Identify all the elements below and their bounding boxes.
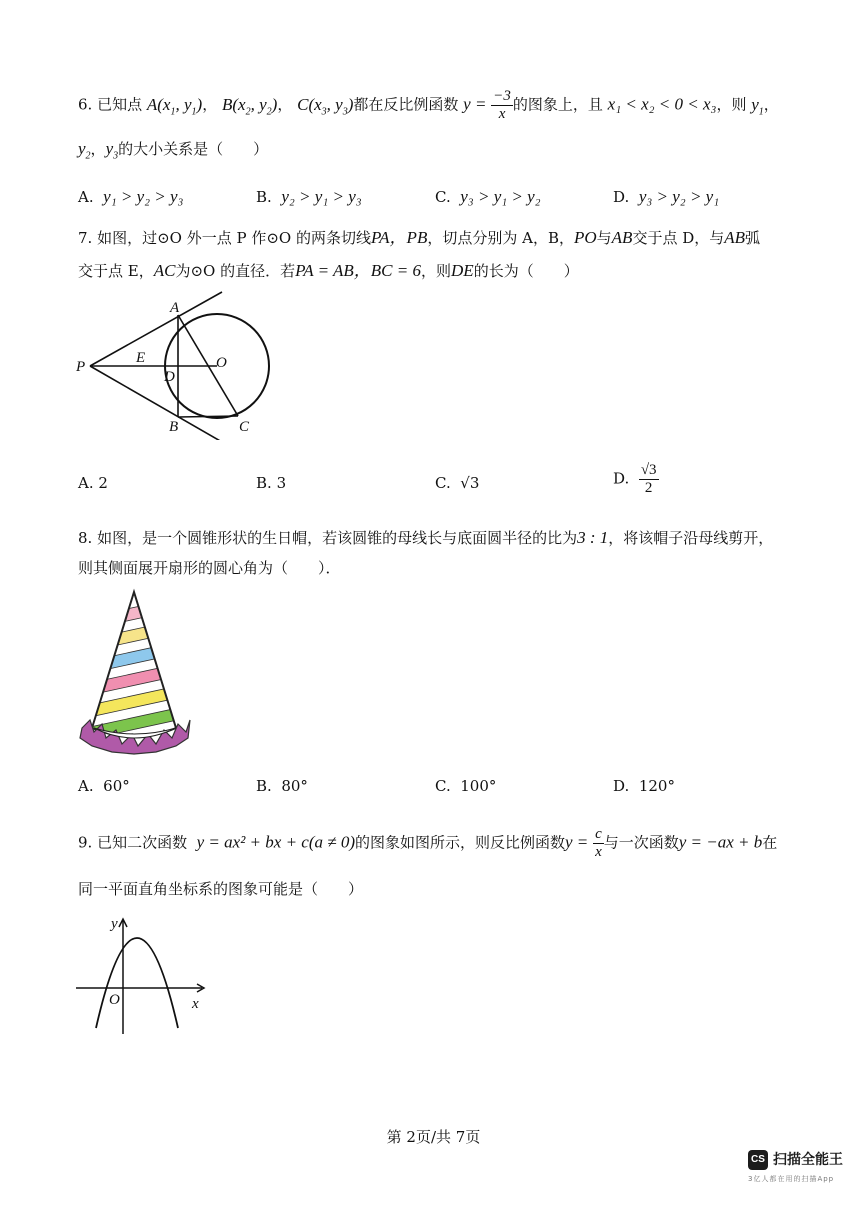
q9-fraction: $\frac{c}{x}$ — [595, 826, 602, 860]
label-e: E — [136, 350, 146, 366]
axis-y-label: y — [111, 916, 118, 932]
origin-label: O — [109, 992, 120, 1008]
q6-func-y: y = — [463, 94, 487, 114]
q6-option-b: B. y₂ > y₁ > y₃ — [256, 187, 362, 206]
q7-line-2: 交于点 E，AC为⊙O 的直径．若PA = AB，BC = 6，则DE的长为（ ） — [78, 261, 579, 280]
brand-tagline: 3亿人都在用的扫描App — [748, 1175, 835, 1183]
q8-option-d: D. 120° — [613, 777, 675, 795]
q6-point-b: $B(x_2$, $y_2$) — [221, 94, 278, 117]
q6-option-a: A. y₁ > y₂ > y₃ — [78, 187, 184, 206]
q6-option-c: C. y₃ > y₁ > y₂ — [435, 187, 541, 206]
q7-line-1: 7. 如图，过⊙O 外一点 P 作⊙O 的两条切线PA，PB，切点分别为 A，B，PO与AB交于点 D，与AB弧 — [78, 228, 761, 247]
camscanner-logo: CS — [748, 1150, 768, 1170]
q6-tail: ，则 — [716, 95, 747, 114]
q7-option-a: A. 2 — [78, 474, 108, 492]
q6-line-1: 6. 已知点 $A(x_1$, $y_1$)， $B(x_2$, $y_2$)， $C(x_3$, $y_3$)都在反比例函数 y = $\frac{-3}{x}$ 的图象上，且 x₁ < x₂ < 0 < x₃，则 $y_1$， — [78, 88, 779, 122]
tangent-pb — [90, 366, 222, 440]
q6-line-2: $y_2$，$y_3$的大小关系是（ ） — [78, 139, 269, 162]
q6-condition: x₁ < x₂ < 0 < x₃ — [607, 94, 717, 114]
q9-quadratic: y = ax² + bx + c(a ≠ 0) — [196, 832, 355, 852]
party-hat-image — [76, 588, 196, 758]
q6-middle: 都在反比例函数 — [353, 95, 459, 114]
parabola-curve — [96, 938, 178, 1028]
label-o: O — [216, 355, 227, 371]
q8-option-c: C. 100° — [435, 777, 497, 795]
q6-option-d: D. y₃ > y₂ > y₁ — [613, 187, 720, 206]
q7-option-c: C. √3 — [435, 474, 480, 492]
q8-option-a: A. 60° — [78, 777, 130, 795]
q9-line-2: 同一平面直角坐标系的图象可能是（ ） — [78, 880, 364, 898]
camscanner-watermark — [748, 1150, 858, 1220]
q9-line-1: 9. 已知二次函数 y = ax² + bx + c(a ≠ 0)的图象如图所示，则反比例函数y = $\frac{c}{x}$ 与一次函数y = −ax + b在 — [78, 826, 778, 860]
q6-lead: 6. 已知点 — [78, 95, 143, 114]
label-b: B — [169, 419, 179, 435]
q6-fraction: $\frac{-3}{x}$ — [493, 88, 511, 122]
q9-parabola-graph — [70, 910, 215, 1040]
q8-option-b: B. 80° — [256, 777, 308, 795]
q7-option-b: B. 3 — [256, 474, 287, 492]
q7-option-d: D. $\frac{√3}{2}$ — [613, 462, 657, 496]
label-d: D — [164, 369, 175, 385]
q8-line-2: 则其侧面展开扇形的圆心角为（ ）． — [78, 559, 341, 577]
q6-point-a: $A(x_1$, $y_1$) — [146, 94, 203, 117]
q8-line-1: 8. 如图，是一个圆锥形状的生日帽，若该圆锥的母线长与底面圆半径的比为3 : 1，将该帽子沿母线剪开， — [78, 528, 774, 547]
q6-line2-text: 的大小关系是（ ） — [118, 140, 269, 158]
q7-circle-figure — [70, 290, 280, 440]
segment-bc — [178, 416, 238, 417]
label-a: A — [170, 300, 180, 316]
q6-point-c: $C(x_3$, $y_3$) — [297, 94, 354, 117]
brand-name: 扫描全能王 — [773, 1152, 843, 1168]
q6-after: 的图象上，且 — [512, 95, 603, 114]
page-footer: 第 2页/共 7页 — [386, 1128, 481, 1146]
label-p: P — [76, 359, 86, 375]
axis-x-label: x — [192, 996, 199, 1012]
label-c: C — [239, 419, 250, 435]
